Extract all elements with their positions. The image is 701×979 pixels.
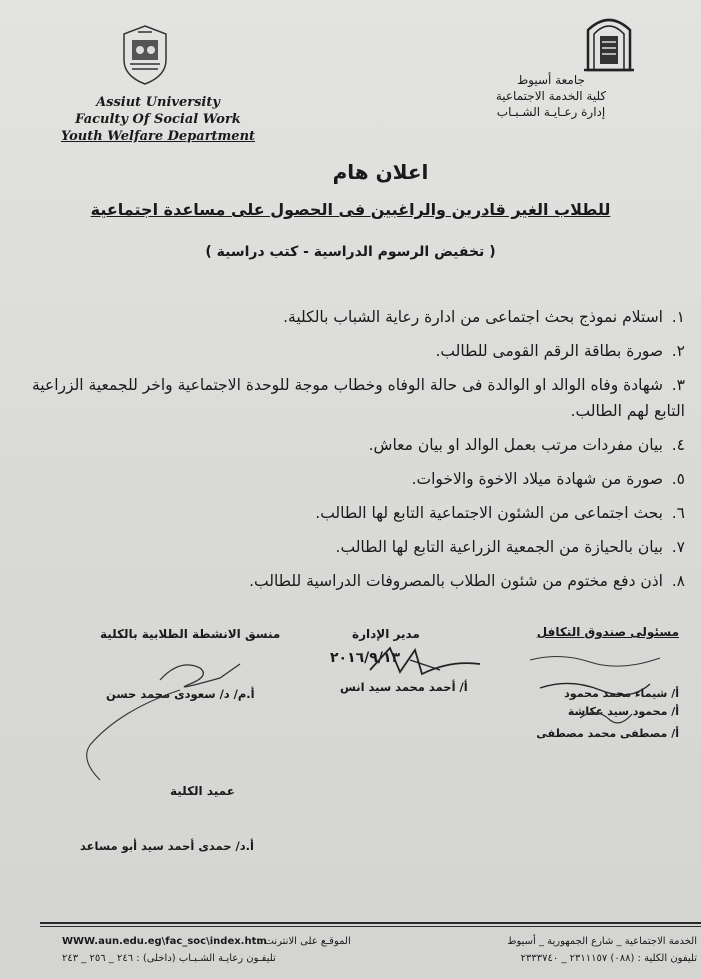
department-name-ar: إدارة رعـايـة الشـبـاب <box>496 105 606 119</box>
list-item: ٦.بحث اجتماعى من الشئون الاجتماعية التابع لها الطالب. <box>315 504 685 522</box>
coordinator-name: أ.م/ د/ سعودى محمد حسن <box>106 687 255 701</box>
list-item: ٤.بيان مفردات مرتب بعمل الوالد او بيان معاش. <box>368 436 685 454</box>
university-name-ar: جامعة أسيوط <box>517 73 585 87</box>
footer-website[interactable]: WWW.aun.edu.eg\fac_soc\index.htm <box>62 936 267 947</box>
signature-director <box>352 627 420 641</box>
signature-fund <box>537 625 679 639</box>
coordinator-signature-scribble <box>60 650 260 790</box>
signature-coordinator <box>100 627 280 641</box>
faculty-logo-icon <box>118 24 172 86</box>
dean-title: عميد الكلية <box>170 784 235 798</box>
footer-divider-thin <box>40 926 701 927</box>
dean-name: أ.د/ حمدى أحمد سيد أبو مساعد <box>80 839 254 853</box>
list-item: ٣.شهادة وفاه الوالد او الوالدة فى حالة الوفاه وخطاب موجة للوحدة الاجتماعية واخر للجمعية الزراعية التابع لهم الطالب. <box>31 376 685 420</box>
university-logo-icon <box>578 12 640 74</box>
fund-title: مسئولى صندوق التكافل <box>536 625 679 639</box>
footer-divider <box>40 922 701 924</box>
requirements-list <box>0 304 685 594</box>
arabic-header <box>441 72 661 120</box>
list-item: ٧.بيان بالحيازة من الجمعية الزراعية التابع لها الطالب. <box>335 538 685 556</box>
fund-name-2: أ/ محمود سيد عكاشة <box>567 705 679 718</box>
footer-youth-phone: تليفـون رعايـة الشـبـاب (داخلى) : ٢٤٦ _ ٢٥٦ _ ٢٤٣ <box>62 953 276 964</box>
fund-signature-scribble <box>520 648 670 738</box>
footer-address: الخدمة الاجتماعية _ شارع الجمهورية _ أسيوط <box>507 936 697 947</box>
director-date: ٢٠١٦/٩/١٣ <box>330 650 401 666</box>
announcement-title: اعلان هام <box>332 160 429 184</box>
director-name: أ/ أحمد محمد سيد انس <box>340 680 468 694</box>
signature-dean <box>170 784 235 798</box>
list-item: ١.استلام نموذج بحث اجتماعى من ادارة رعاية الشباب بالكلية. <box>283 308 685 326</box>
english-header <box>58 94 258 145</box>
faculty-name-en: Faculty Of Social Work <box>75 112 241 127</box>
director-signature-scribble <box>360 640 490 685</box>
faculty-name-ar: كلية الخدمة الاجتماعية <box>495 89 607 103</box>
announcement-purpose: ( تخفيض الرسوم الدراسية - كتب دراسية ) <box>205 244 496 260</box>
coordinator-title: منسق الانشطة الطلابية بالكلية <box>100 627 281 641</box>
footer-website-label: الموقـع على الانترنت : <box>258 936 351 947</box>
announcement-subtitle: للطلاب الغير قادرين والراغبين فى الحصول على مساعدة اجتماعية <box>90 200 611 219</box>
list-item: ٨.اذن دفع مختوم من شئون الطلاب بالمصروفات الدراسية للطالب. <box>249 572 685 590</box>
fund-name-1: أ/ شيماء محمد محمود <box>564 687 679 700</box>
fund-name-3: أ/ مصطفى محمد مصطفى <box>536 727 679 740</box>
department-name-en: Youth Welfare Department <box>60 129 256 144</box>
director-title: مدير الإدارة <box>352 627 420 641</box>
list-item: ٢.صورة بطاقة الرقم القومى للطالب. <box>435 342 685 360</box>
university-name-en: Assiut University <box>96 95 220 110</box>
footer-faculty-phone: تليفون الكلية : (٠٨٨) ٢٣١١١٥٧ _ ٢٣٣٣٧٤٠ <box>520 953 697 964</box>
list-item: ٥.صورة من شهادة ميلاد الاخوة والاخوات. <box>411 470 685 488</box>
